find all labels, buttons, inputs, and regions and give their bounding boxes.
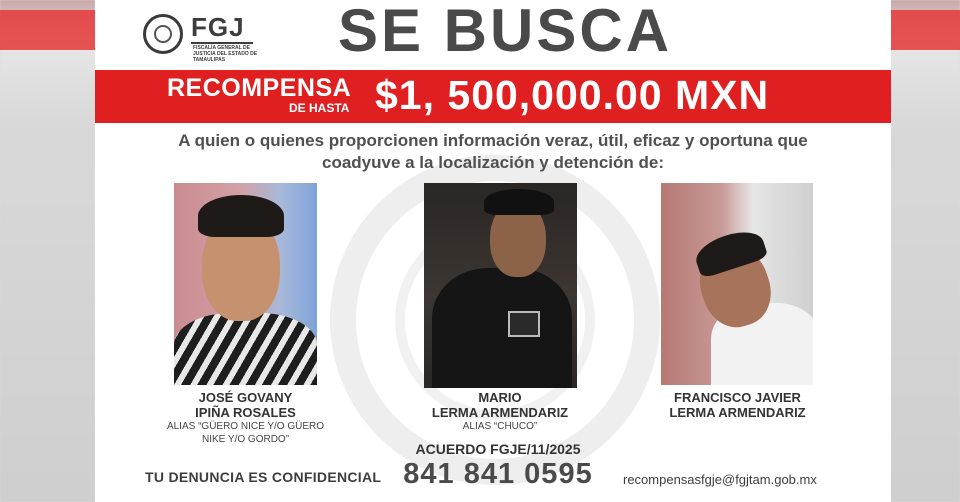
confidential-notice: TU DENUNCIA ES CONFIDENCIAL [145, 469, 382, 485]
logo-divider [191, 42, 253, 44]
poster-title: SE BUSCA [337, 0, 673, 64]
suspect-2-first-name: MARIO [478, 390, 522, 405]
reward-amount: $1, 500,000.00 MXN [375, 72, 770, 118]
reward-sublabel: DE HASTA [289, 101, 350, 115]
logo-text: FGJ [191, 12, 245, 42]
state-seal-icon [143, 14, 183, 54]
reward-banner [95, 70, 891, 123]
suspect-2-last-name: LERMA ARMENDARIZ [431, 405, 569, 420]
description-line-2: coadyuve a la localización y detención de: [321, 153, 664, 172]
suspect-caption-2 [400, 391, 600, 433]
suspect-2-alias: ALIAS “CHUCO” [462, 421, 538, 432]
agreement-number: ACUERDO FGJE/11/2025 [415, 441, 581, 457]
suspect-1-alias-line-2: NIKE Y/O GORDO” [201, 434, 290, 445]
suspect-3-last-name: LERMA ARMENDARIZ [669, 405, 806, 420]
suspect-1-alias-line-1: ALIAS “GÜERO NICE Y/O GÜERO [166, 421, 325, 432]
description-line-1: A quien o quienes proporcionen información veraz, útil, eficaz y oportuna que [178, 131, 808, 150]
photo-2-cap [484, 189, 554, 215]
suspect-caption-1 [153, 391, 338, 446]
contact-phone: 841 841 0595 [403, 458, 593, 490]
background-red-strip-left [0, 10, 95, 50]
suspect-photo-1 [174, 183, 317, 385]
fgj-logo [143, 12, 313, 64]
suspect-caption-3 [640, 391, 835, 420]
suspect-1-first-name: JOSÉ GOVANY [198, 390, 293, 405]
suspect-photo-3 [661, 183, 813, 385]
wanted-poster [95, 0, 891, 502]
photo-2-shirt-print [508, 311, 540, 337]
photo-2-shirt [432, 268, 572, 388]
description [135, 130, 851, 174]
suspect-photo-2 [424, 183, 577, 388]
contact-email: recompensasfgje@fgjtam.gob.mx [623, 472, 817, 487]
background-blur-left [0, 0, 95, 502]
suspect-3-first-name: FRANCISCO JAVIER [674, 390, 801, 405]
logo-subtitle: FISCALÍA GENERAL DE JUSTICIA DEL ESTADO DE TAMAULIPAS [193, 45, 258, 63]
photo-1-shirt [174, 313, 317, 385]
photo-1-hair [198, 195, 284, 237]
reward-label: RECOMPENSA [167, 74, 352, 102]
suspect-1-last-name: IPIÑA ROSALES [195, 405, 296, 420]
